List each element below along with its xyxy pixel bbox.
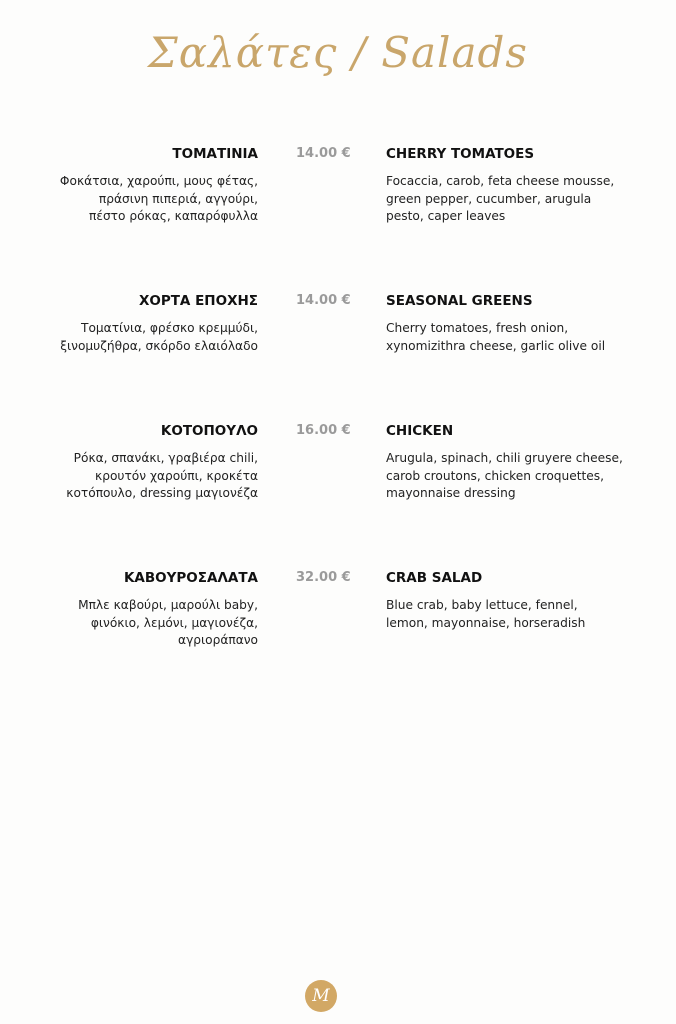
description-line: green pepper, cucumber, arugula: [386, 191, 592, 206]
description-line: xynomizithra cheese, garlic olive oil: [386, 338, 606, 353]
description-line: φινόκιο, λεμόνι, μαγιονέζα,: [90, 615, 258, 630]
item-name-greek: ΤΟΜΑΤΙΝΙΑ: [172, 146, 258, 162]
item-name-english: SEASONAL GREENS: [386, 293, 533, 309]
description-line: Focaccia, carob, feta cheese mousse,: [386, 174, 615, 188]
description-line: ξινομυζήθρα, σκόρδο ελαιόλαδο: [60, 338, 258, 353]
description-line: κοτόπουλο, dressing μαγιονέζα: [66, 486, 258, 500]
item-price: 32.00 €: [296, 570, 351, 585]
description-line: Τοματίνια, φρέσκο κρεμμύδι,: [81, 321, 258, 335]
description-line: πέστο ρόκας, καπαρόφυλλα: [89, 209, 258, 223]
description-line: lemon, mayonnaise, horseradish: [386, 615, 586, 630]
description-line: Φοκάτσια, χαρούπι, μους φέτας,: [59, 174, 258, 188]
item-description-greek: [28, 597, 258, 650]
item-name-english: CHERRY TOMATOES: [386, 146, 535, 162]
item-name-greek: ΚΟΤΟΠΟΥΛΟ: [160, 423, 258, 439]
description-line: κρουτόν χαρούπι, κροκέτα: [95, 468, 258, 483]
description-line: Ρόκα, σπανάκι, γραβιέρα chili,: [73, 451, 258, 465]
description-line: αγριοράπανο: [178, 633, 258, 647]
item-name-greek: ΧΟΡΤΑ ΕΠΟΧΗΣ: [138, 293, 258, 309]
item-description-english: [386, 173, 626, 226]
description-line: πράσινη πιπεριά, αγγούρι,: [98, 191, 258, 206]
item-price: 16.00 €: [296, 423, 351, 438]
item-description-greek: [28, 450, 258, 503]
item-price: 14.00 €: [296, 146, 351, 161]
item-name-english: CRAB SALAD: [386, 570, 483, 586]
item-name-english: CHICKEN: [386, 423, 454, 439]
description-line: mayonnaise dressing: [386, 486, 516, 500]
description-line: Μπλε καβούρι, μαρούλι baby,: [78, 598, 258, 612]
item-description-greek: [28, 320, 258, 355]
item-description-english: [386, 320, 626, 355]
description-line: Blue crab, baby lettuce, fennel,: [386, 598, 578, 612]
item-description-english: [386, 597, 626, 632]
item-description-greek: [28, 173, 258, 226]
description-line: pesto, caper leaves: [386, 209, 506, 223]
item-description-english: [386, 450, 626, 503]
item-name-greek: ΚΑΒΟΥΡΟΣΑΛΑΤΑ: [123, 570, 258, 586]
logo-icon: M: [305, 980, 337, 1012]
item-price: 14.00 €: [296, 293, 351, 308]
description-line: Cherry tomatoes, fresh onion,: [386, 321, 569, 335]
page-title: Σαλάτες / Salads: [148, 28, 528, 77]
description-line: carob croutons, chicken croquettes,: [386, 468, 605, 483]
description-line: Arugula, spinach, chili gruyere cheese,: [386, 451, 623, 465]
